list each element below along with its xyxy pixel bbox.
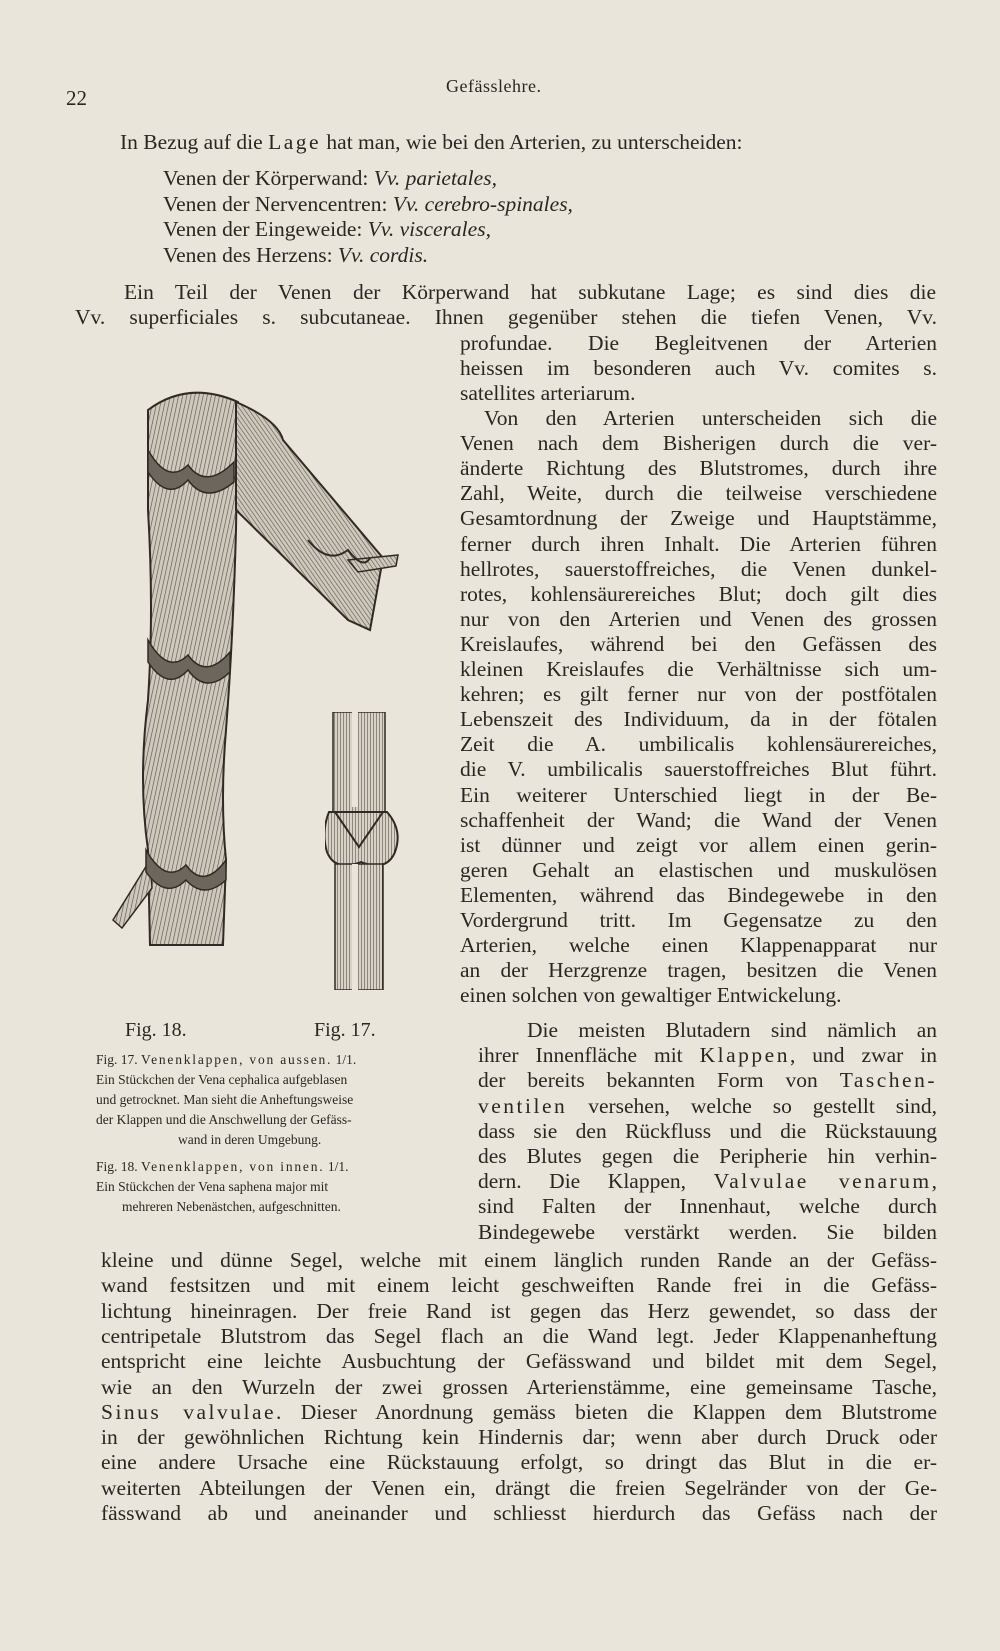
- spaced-term: Valvulae venarum: [713, 1169, 932, 1194]
- text-line: kleinen Kreislaufes die Verhältnisse sich um-: [460, 657, 937, 681]
- vein-list-term: Vv. cerebro-spinales,: [392, 192, 573, 216]
- text-line: ferner durch ihren Inhalt. Die Arterien führen: [460, 531, 937, 556]
- intro-line: [120, 132, 743, 154]
- text-line: lichtung hineinragen. Der freie Rand ist gegen das Herz gewendet, so dass der: [101, 1298, 937, 1323]
- text-segment: der bereits bekannten Form von: [478, 1068, 840, 1093]
- caption-line: wand in deren Umgebung.: [178, 1132, 322, 1147]
- text-line: Vv. superficiales s. subcutaneae. Ihnen gegenüber stehen die tiefen Venen, Vv.: [75, 305, 937, 329]
- text-line: [478, 1171, 937, 1193]
- spaced-term: Sinus valvulae: [101, 1399, 277, 1424]
- text-line: [478, 1093, 937, 1118]
- caption-line: und getrocknet. Man sieht die Anheftungsweise: [96, 1092, 354, 1107]
- vein-list-item: [163, 219, 491, 241]
- text-segment: versehen, welche so gestellt sind,: [567, 1093, 937, 1118]
- text-segment: dern. Die Klappen,: [478, 1169, 714, 1194]
- text-line: die V. umbilicalis sauerstoffreiches Blut führt.: [460, 757, 937, 782]
- running-head: Gefässlehre.: [446, 76, 542, 96]
- vein-list-item: [163, 194, 573, 216]
- text-line: Die meisten Blutadern sind nämlich an: [527, 1018, 937, 1042]
- vein-list-label: Venen der Nervencentren:: [163, 192, 393, 216]
- text-line: nur von den Arterien und Venen des grossen: [460, 606, 937, 631]
- text-line: Elementen, während das Bindegewebe in den: [460, 882, 937, 907]
- text-line: sind Falten der Innenhaut, welche durch: [478, 1194, 937, 1219]
- caption-line: [96, 1053, 356, 1067]
- intro-text: In Bezug auf die: [120, 130, 269, 154]
- text-line: Vordergrund tritt. Im Gegensatze zu den: [460, 908, 937, 932]
- spaced-term: Klappen: [699, 1043, 790, 1068]
- text-segment: . Dieser Anordnung gemäss bieten die Klappen dem Blutstrome: [276, 1399, 938, 1424]
- vein-list-term: Vv. viscerales,: [367, 217, 491, 241]
- text-line: kehren; es gilt ferner nur von der postfötalen: [460, 682, 937, 707]
- text-line: eine andere Ursache eine Rückstauung erfolgt, so dringt das Blut in die er-: [101, 1450, 937, 1475]
- text-line: weiterten Abteilungen der Venen ein, drängt die freien Segelränder von der Ge-: [101, 1475, 937, 1500]
- text-line: Gesamtordnung der Zweige und Hauptstämme,: [460, 506, 937, 531]
- text-line: wand festsitzen und mit einem leicht geschweiften Rande frei in die Gefäss-: [101, 1273, 937, 1298]
- caption-title: Venenklappen, von innen.: [141, 1159, 325, 1174]
- vein-list-term: Vv. parietales,: [373, 166, 497, 190]
- vein-list-label: Venen der Eingeweide:: [163, 217, 368, 241]
- vein-list-item: [163, 168, 497, 190]
- vein-list-label: Venen des Herzens:: [163, 243, 338, 267]
- text-line: fässwand ab und aneinander und schliesst hierdurch das Gefäss nach der: [101, 1501, 937, 1525]
- text-line: [478, 1045, 937, 1067]
- text-segment: ,: [931, 1169, 937, 1194]
- text-line: Lebenszeit des Individuum, da in der fötalen: [460, 707, 937, 732]
- text-line: dass sie den Rückfluss und die Rückstauung: [478, 1118, 937, 1143]
- fig17-label: Fig. 17.: [314, 1019, 376, 1041]
- caption-prefix: Fig. 17.: [96, 1052, 142, 1067]
- text-line: einen solchen von gewaltiger Entwickelung.: [460, 983, 842, 1008]
- caption-scale: 1/1.: [332, 1052, 357, 1067]
- text-line: an der Herzgrenze tragen, besitzen die Venen: [460, 958, 937, 983]
- text-line: hellrotes, sauerstoffreiches, die Venen dunkel-: [460, 556, 937, 581]
- caption-prefix: Fig. 18.: [96, 1159, 142, 1174]
- vein-list-item: [163, 245, 428, 267]
- text-line: rotes, kohlensäurereiches Blut; doch gilt dies: [460, 581, 937, 606]
- vein-list-label: Venen der Körperwand:: [163, 166, 374, 190]
- text-line: [101, 1399, 938, 1424]
- text-line: satellites arteriarum.: [460, 381, 636, 405]
- text-line: Von den Arterien unterscheiden sich die: [484, 406, 937, 430]
- vein-list-term: Vv. cordis.: [337, 243, 429, 267]
- caption-line: Ein Stückchen der Vena saphena major mit: [96, 1179, 329, 1194]
- fig17-vein-illustration: [325, 712, 405, 990]
- caption-line: der Klappen und die Anschwellung der Gefäss-: [96, 1112, 352, 1127]
- caption-title: Venenklappen, von aussen.: [141, 1052, 333, 1067]
- text-line: Arterien, welche einen Klappenapparat nur: [460, 933, 937, 958]
- text-line: Ein Teil der Venen der Körperwand hat subkutane Lage; es sind dies die: [124, 280, 936, 304]
- caption-line: [96, 1160, 348, 1174]
- text-line: heissen im besonderen auch Vv. comites s.: [460, 356, 937, 380]
- spaced-term: Taschen-: [839, 1068, 937, 1093]
- text-line: in der gewöhnlichen Richtung kein Hindernis dar; wenn aber durch Druck oder: [101, 1425, 937, 1450]
- caption-scale: 1/1.: [324, 1159, 349, 1174]
- text-line: profundae. Die Begleitvenen der Arterien: [460, 331, 937, 355]
- text-line: des Blutes gegen die Peripherie hin verhin-: [478, 1144, 937, 1168]
- fig18-label: Fig. 18.: [125, 1019, 187, 1041]
- text-line: geren Gehalt an elastischen und muskulösen: [460, 857, 937, 882]
- text-segment: , und zwar in: [789, 1043, 937, 1068]
- text-line: Kreislaufes, während bei den Gefässen des: [460, 631, 937, 656]
- text-segment: ihrer Innenfläche mit: [478, 1043, 700, 1068]
- caption-line: Ein Stückchen der Vena cephalica aufgeblasen: [96, 1072, 348, 1087]
- page-number: 22: [66, 86, 87, 110]
- text-line: [478, 1070, 937, 1092]
- text-line: ist dünner und zeigt vor allem einen gerin-: [460, 832, 937, 857]
- text-line: schaffenheit der Wand; die Wand der Venen: [460, 807, 937, 832]
- intro-spaced-term: Lage: [268, 130, 322, 154]
- intro-text-end: hat man, wie bei den Arterien, zu unterscheiden:: [321, 130, 743, 154]
- text-line: Ein weiterer Unterschied liegt in der Be-: [460, 782, 937, 807]
- text-line: Zeit die A. umbilicalis kohlensäurereiches,: [460, 732, 937, 757]
- text-line: wie an den Wurzeln der zwei grossen Arterienstämme, eine gemeinsame Tasche,: [101, 1374, 937, 1399]
- text-line: Venen nach dem Bisherigen durch die ver-: [460, 431, 937, 456]
- text-line: Zahl, Weite, durch die teilweise verschiedene: [460, 481, 937, 506]
- caption-line: mehreren Nebenästchen, aufgeschnitten.: [122, 1199, 341, 1214]
- text-line: centripetale Blutstrom das Segel flach an die Wand legt. Jeder Klappenanheftung: [101, 1323, 937, 1348]
- text-line: entspricht eine leichte Ausbuchtung der Gefässwand und bildet mit dem Segel,: [101, 1349, 937, 1374]
- spaced-term: ventilen: [478, 1093, 568, 1118]
- text-line: kleine und dünne Segel, welche mit einem länglich runden Rande an der Gefäss-: [101, 1248, 937, 1272]
- text-line: änderte Richtung des Blutstromes, durch ihre: [460, 456, 937, 481]
- text-line: Bindegewebe verstärkt werden. Sie bilden: [478, 1219, 937, 1244]
